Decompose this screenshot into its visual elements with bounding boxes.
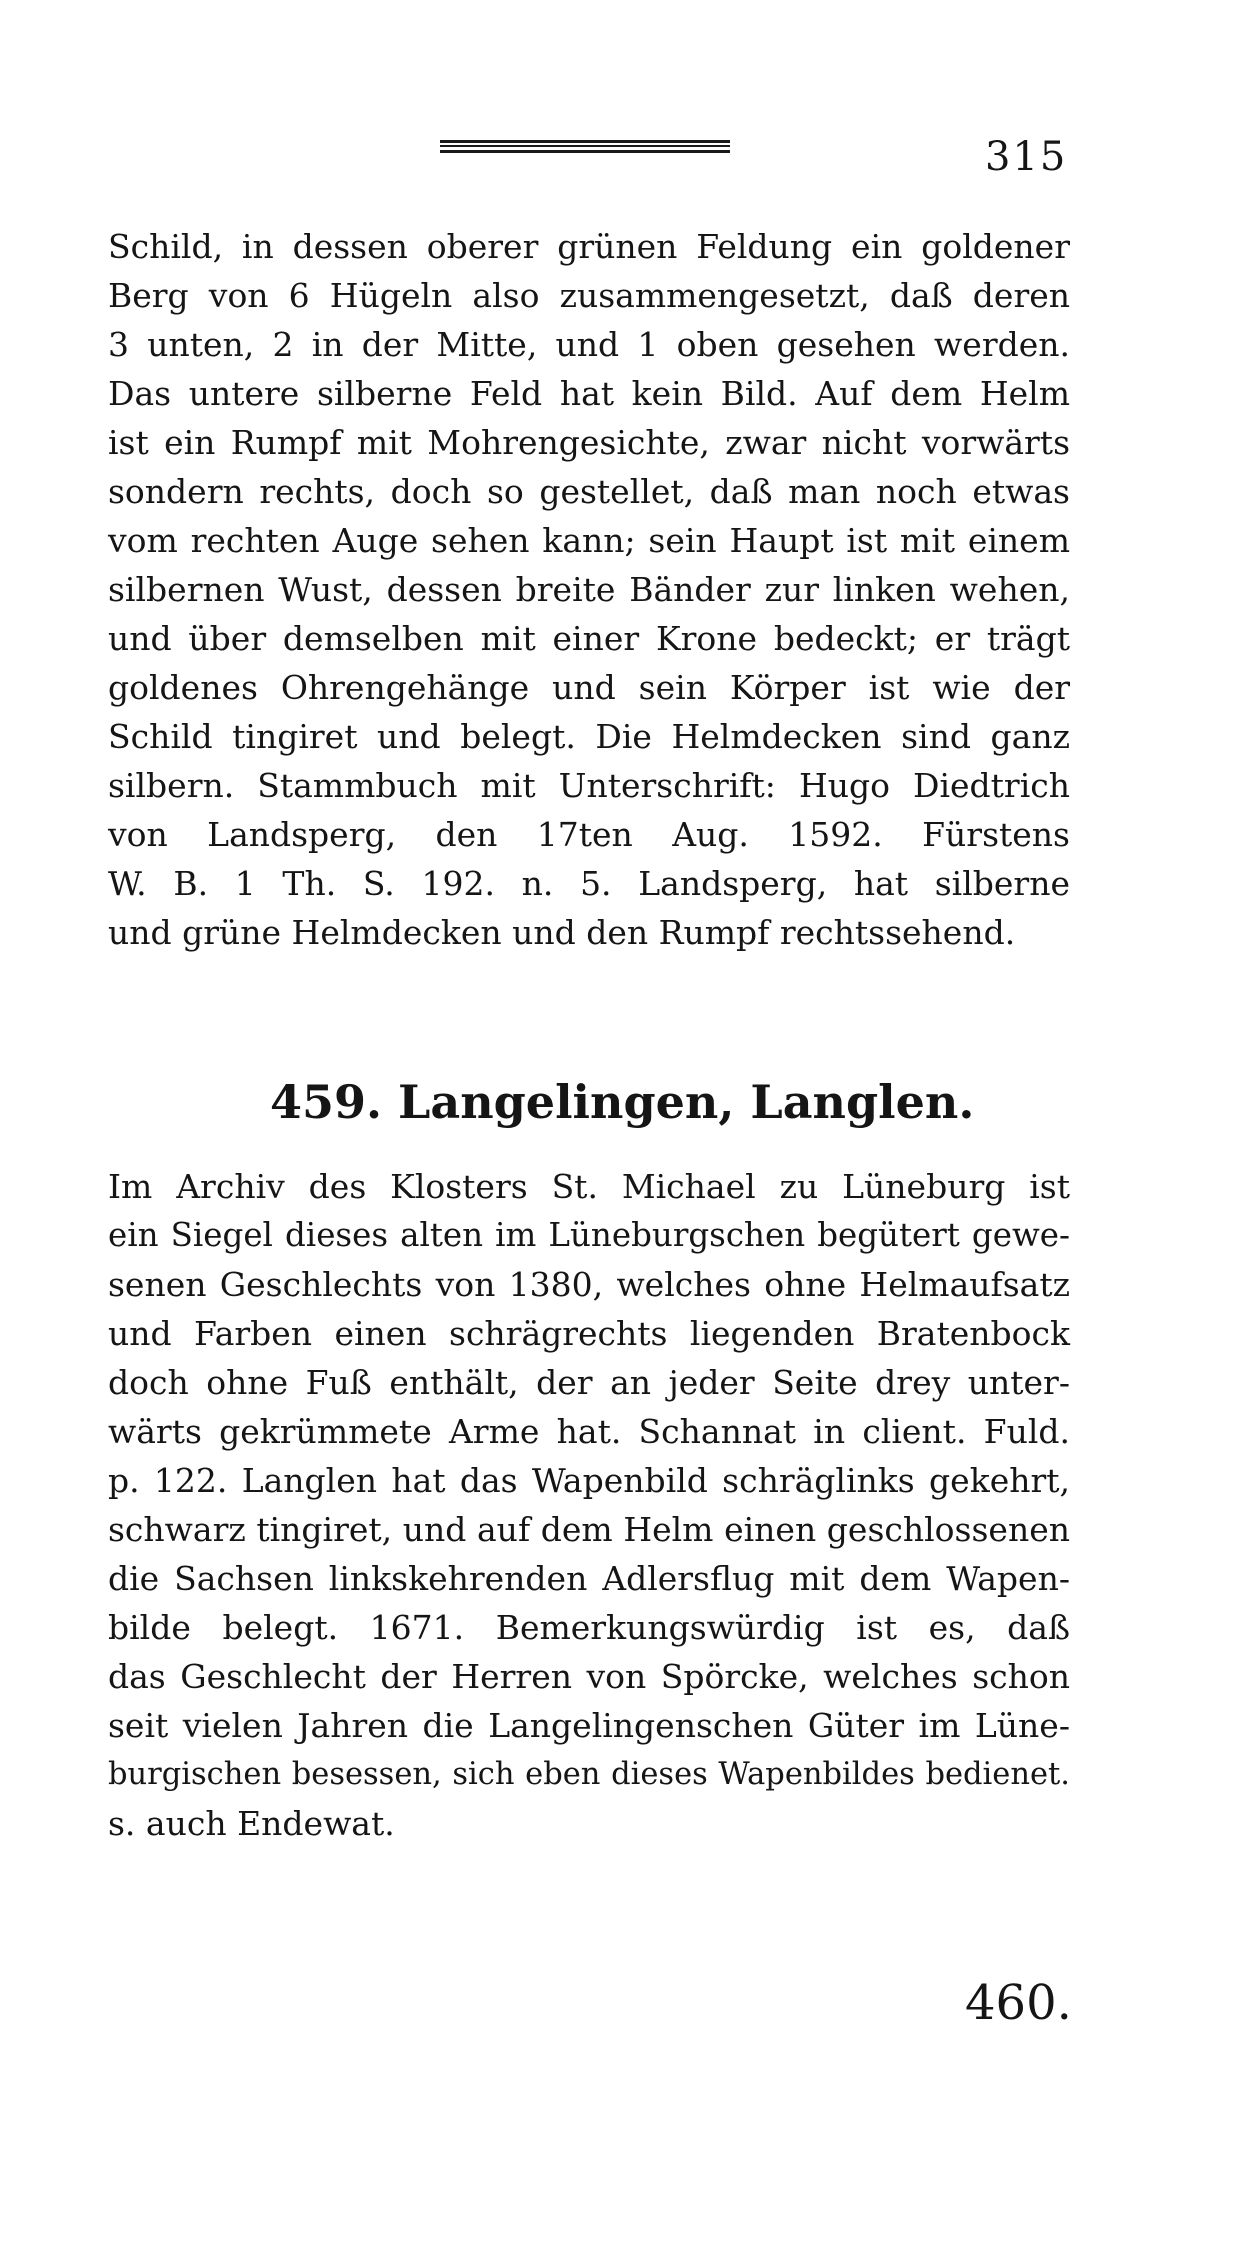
text-line: sondern rechts, doch so gestellet, daß man noch etwas (108, 472, 1070, 511)
text-line: Das untere silberne Feld hat kein Bild. Auf dem Helm (108, 374, 1070, 413)
text-line: W. B. 1 Th. S. 192. n. 5. Landsperg, hat silberne (108, 864, 1070, 903)
text-line: bilde belegt. 1671. Bemerkungswürdig ist es, daß (108, 1608, 1070, 1647)
text-line: und über demselben mit einer Krone bedeckt; er trägt (108, 619, 1070, 658)
text-line: Schild tingiret und belegt. Die Helmdecken sind ganz (108, 717, 1070, 756)
text-line: p. 122. Langlen hat das Wapenbild schräglinks gekehrt, (108, 1461, 1070, 1500)
catchword: 460. (965, 1975, 1072, 2031)
entry-458-continuation (108, 222, 1070, 957)
text-line: silbern. Stammbuch mit Unterschrift: Hugo Diedtrich (108, 766, 1070, 805)
text-line: Im Archiv des Klosters St. Michael zu Lüneburg ist (108, 1167, 1070, 1206)
text-line: senen Geschlechts von 1380, welches ohne Helmaufsatz (108, 1265, 1070, 1304)
text-line: die Sachsen linkskehrenden Adlersflug mit dem Wapen- (108, 1559, 1070, 1598)
entry-459-body (108, 1162, 1070, 1848)
text-line: und grüne Helmdecken und den Rumpf rechtssehend. (108, 913, 1016, 952)
text-line: wärts gekrümmete Arme hat. Schannat in client. Fuld. (108, 1412, 1070, 1451)
page-number: 315 (985, 134, 1068, 180)
entry-459-heading: 459. Langelingen, Langlen. (270, 1075, 975, 1129)
text-line: das Geschlecht der Herren von Spörcke, welches schon (108, 1657, 1070, 1696)
text-line: seit vielen Jahren die Langelingenschen Güter im Lüne- (108, 1706, 1070, 1745)
text-line: und Farben einen schrägrechts liegenden Bratenbock (108, 1314, 1070, 1353)
text-line: schwarz tingiret, und auf dem Helm einen geschlossenen (108, 1510, 1070, 1549)
text-line: s. auch Endewat. (108, 1804, 395, 1843)
text-line: ist ein Rumpf mit Mohrengesichte, zwar nicht vorwärts (108, 423, 1070, 462)
text-line: ein Siegel dieses alten im Lüneburgschen begütert gewe- (108, 1216, 1070, 1254)
text-line: silbernen Wust, dessen breite Bänder zur linken wehen, (108, 570, 1070, 609)
text-line: 3 unten, 2 in der Mitte, und 1 oben gesehen werden. (108, 325, 1070, 364)
text-line: burgischen besessen, sich eben dieses Wapenbildes bedienet. (108, 1757, 1070, 1792)
text-line: vom rechten Auge sehen kann; sein Haupt ist mit einem (108, 521, 1070, 560)
text-line: doch ohne Fuß enthält, der an jeder Seite drey unter- (108, 1363, 1070, 1402)
text-line: Schild, in dessen oberer grünen Feldung ein goldener (108, 227, 1070, 266)
text-line: Berg von 6 Hügeln also zusammengesetzt, daß deren (108, 276, 1070, 315)
text-line: goldenes Ohrengehänge und sein Körper ist wie der (108, 668, 1070, 707)
header-ornament-rule (440, 138, 730, 154)
text-line: von Landsperg, den 17ten Aug. 1592. Fürstens (108, 815, 1070, 854)
